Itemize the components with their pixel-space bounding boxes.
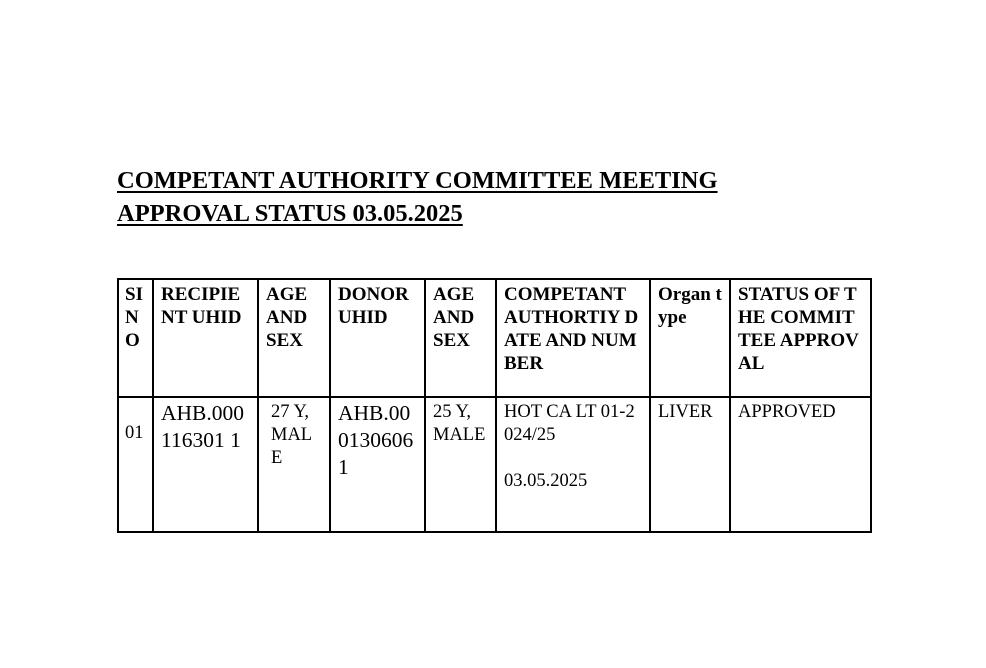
header-recipient-uhid: RECIPIENT UHID: [153, 279, 258, 397]
header-recipient-age-sex: AGE AND SEX: [258, 279, 330, 397]
header-committee-status: STATUS OF THE COMMITTEE APPROVAL: [730, 279, 871, 397]
approval-status-table: [117, 278, 872, 533]
header-organ-type: Organ type: [650, 279, 730, 397]
page-title: [117, 164, 817, 230]
title-line-1: COMPETANT AUTHORITY COMMITTEE MEETING: [117, 167, 718, 194]
header-row: [118, 279, 871, 397]
cell-recipient-age-sex: 27 Y, MALE: [258, 397, 330, 532]
cell-donor-age-sex: 25 Y, MALE: [425, 397, 496, 532]
table-row: [118, 397, 871, 532]
header-sino: SINO: [118, 279, 153, 397]
table-header: [118, 279, 871, 397]
table-body: [118, 397, 871, 532]
cell-sino: 01: [118, 397, 153, 532]
cell-donor-uhid: AHB.0001306061: [330, 397, 425, 532]
header-donor-uhid: DONOR UHID: [330, 279, 425, 397]
title-line-2: APPROVAL STATUS 03.05.2025: [117, 200, 463, 227]
header-authority-date-number: COMPETANT AUTHORTIY DATE AND NUMBER: [496, 279, 650, 397]
cell-committee-status: APPROVED: [730, 397, 871, 532]
authority-date: 03.05.2025: [504, 471, 588, 491]
cell-recipient-uhid: AHB.000116301 1: [153, 397, 258, 532]
authority-spacer: [504, 447, 642, 470]
cell-authority-date-number: [496, 397, 650, 532]
cell-organ-type: LIVER: [650, 397, 730, 532]
authority-number: HOT CA LT 01-2024/25: [504, 402, 635, 445]
header-donor-age-sex: AGE AND SEX: [425, 279, 496, 397]
